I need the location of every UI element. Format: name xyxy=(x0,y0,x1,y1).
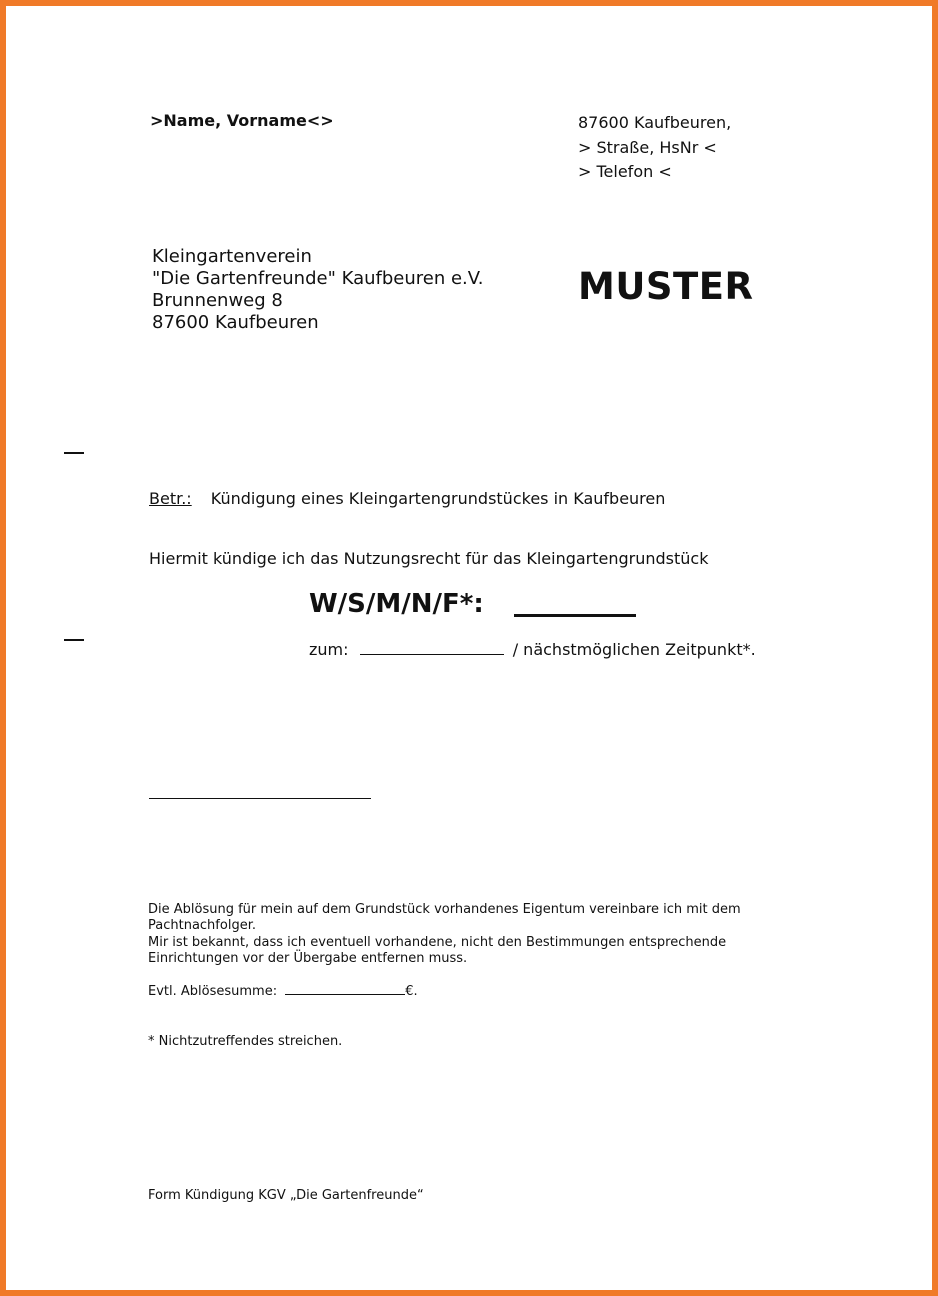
footnote: * Nichtzutreffendes streichen. xyxy=(148,1034,343,1049)
date-suffix: / nächstmöglichen Zeitpunkt*. xyxy=(512,640,756,659)
form-footer: Form Kündigung KGV „Die Gartenfreunde“ xyxy=(148,1188,424,1203)
recipient-line-1: Kleingartenverein xyxy=(152,246,312,267)
plot-number-blank[interactable] xyxy=(514,614,636,617)
recipient-line-4: 87600 Kaufbeuren xyxy=(152,312,319,333)
muster-watermark: MUSTER xyxy=(578,265,754,308)
notes-line-1: Die Ablösung für mein auf dem Grundstück vorhandenes Eigentum vereinbare ich mit dem xyxy=(148,902,741,917)
sender-city: 87600 Kaufbeuren, xyxy=(578,113,732,132)
date-prefix: zum: xyxy=(309,640,349,659)
signature-line[interactable] xyxy=(149,798,371,799)
termination-date-line xyxy=(309,640,756,659)
amount-label: Evtl. Ablösesumme: xyxy=(148,984,278,999)
fold-mark-middle xyxy=(64,639,84,641)
notes-line-3: Mir ist bekannt, dass ich eventuell vorhandene, nicht den Bestimmungen entsprechende xyxy=(148,935,727,950)
amount-currency: €. xyxy=(405,984,418,999)
notes-line-2: Pachtnachfolger. xyxy=(148,918,256,933)
notes-line-4: Einrichtungen vor der Übergabe entfernen muss. xyxy=(148,951,468,966)
plot-label: W/S/M/N/F*: xyxy=(309,589,484,619)
date-blank[interactable] xyxy=(360,654,504,655)
recipient-line-2: "Die Gartenfreunde" Kaufbeuren e.V. xyxy=(152,268,484,289)
fold-mark-top xyxy=(64,452,84,454)
subject-line xyxy=(149,489,665,508)
sender-street-placeholder: > Straße, HsNr < xyxy=(578,138,717,157)
subject-label: Betr.: xyxy=(149,489,192,508)
intro-text: Hiermit kündige ich das Nutzungsrecht für das Kleingartengrundstück xyxy=(149,549,709,568)
subject-text: Kündigung eines Kleingartengrundstückes in Kaufbeuren xyxy=(210,489,666,508)
recipient-line-3: Brunnenweg 8 xyxy=(152,290,283,311)
sender-phone-placeholder: > Telefon < xyxy=(578,162,672,181)
amount-blank[interactable] xyxy=(285,994,405,995)
sender-name-placeholder: >Name, Vorname<> xyxy=(150,111,334,130)
amount-line xyxy=(148,984,418,999)
